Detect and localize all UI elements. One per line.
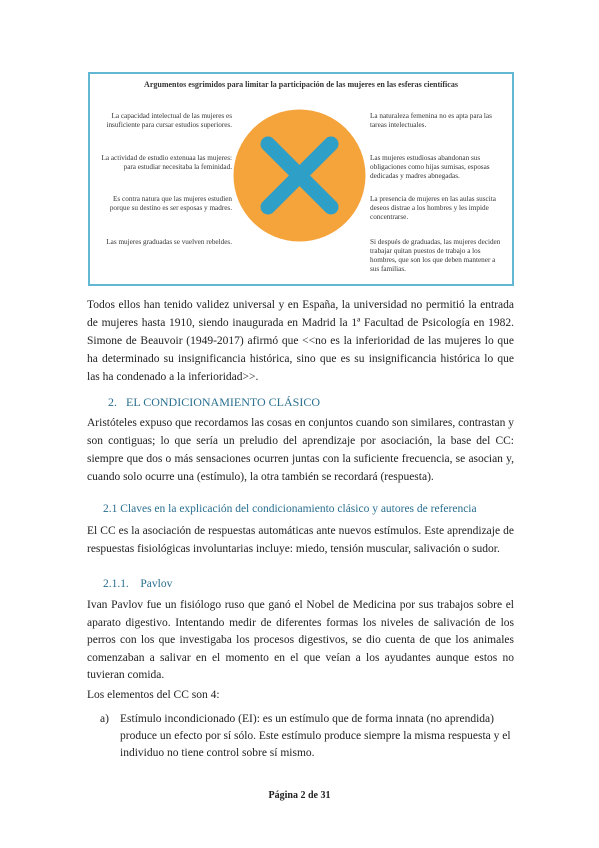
paragraph-aristotle: Aristóteles expuso que recordamos las cosas en conjuntos cuando son similares, contrastan y son contiguas; lo que sería un preludio del aprendizaje por asociación, la base del CC: siempre que dos o más sensaciones ocurren juntas con la suficiente frecuencia, se asocian y, cuando solo ocurre una (estímulo), la otra también se recordará (respuesta).	[87, 417, 514, 483]
section-heading	[108, 395, 320, 410]
figure-left-item: La capacidad intelectual de las mujeres es insuficiente para cursar estudios superiores.	[106, 112, 232, 129]
figure-right-item: Las mujeres estudiosas abandonan sus obligaciones como hijas sumisas, esposas dedicadas y madres abnegadas.	[370, 154, 490, 180]
figure-right-item: Si después de graduadas, las mujeres deciden trabajar quitan puestos de trabajo a los hombres, que son los que deben mantener a sus familias.	[370, 238, 501, 273]
subsubsection-title: Pavlov	[140, 578, 173, 590]
figure-left-item: Las mujeres graduadas se vuelven rebeldes.	[106, 238, 232, 246]
paragraph-cc-definition: El CC es la asociación de respuestas automáticas ante nuevos estímulos. Este aprendizaje de respuestas fisiológicas involuntarias incluye: miedo, tensión muscular, salivación o sudor.	[87, 525, 514, 555]
cross-circle-icon	[232, 108, 367, 243]
paragraph-history: Todos ellos han tenido validez universal y en España, la universidad no permitió la entrada de mujeres hasta 1910, siendo inaugurada en Madrid la 1ª Facultad de Psicología en 1982. Simone de Beauvoir (1949-2017) afirmó que <<no es la inferioridad de las mujeres lo que ha determinado su insignificancia histórica, sino que es su insignificancia histórica lo que las ha condenado a la inferioridad>>.	[87, 299, 514, 383]
list-marker: a)	[100, 713, 109, 725]
subsubsection-heading	[103, 578, 172, 590]
figure-left-item: La actividad de estudio extenuaa las mujeres: para estudiar necesitaba la feminidad.	[101, 154, 232, 171]
subsection-heading: 2.1 Claves en la explicación del condicionamiento clásico y autores de referencia	[103, 503, 477, 515]
figure-left-item: Es contra natura que las mujeres estudien porque su destino es ser esposas y madres.	[109, 195, 232, 212]
paragraph-pavlov: Ivan Pavlov fue un fisiólogo ruso que ganó el Nobel de Medicina por sus trabajos sobre el aparato digestivo. Intentando medir de diferentes formas los niveles de salivación de los perros con los que investigaba los procesos digestivos, se dio cuenta de que los animales comenzaban a salivar en el momento en el que veían a los ayudantes aunque estos no tuvieran comida.	[87, 599, 514, 681]
list-item-text: Estímulo incondicionado (EI): es un estímulo que de forma innata (no aprendida) produce un efecto por sí sólo. Este estímulo produce siempre la misma respuesta y el individuo no tiene control sobre sí mismo.	[120, 713, 511, 759]
subsubsection-number: 2.1.1.	[103, 578, 129, 590]
figure-title: Argumentos esgrimidos para limitar la participación de las mujeres en las esferas científicas	[144, 80, 458, 89]
section-title: EL CONDICIONAMIENTO CLÁSICO	[126, 395, 320, 409]
infographic-figure	[88, 72, 514, 286]
page-footer: Página 2 de 31	[268, 790, 331, 801]
figure-right-item: La presencia de mujeres en las aulas suscita deseos distrae a los hombres y les impide concentrarse.	[370, 195, 496, 221]
section-number: 2.	[108, 395, 117, 409]
list-item	[100, 711, 514, 762]
paragraph-elements: Los elementos del CC son 4:	[87, 689, 220, 701]
figure-right-item: La naturaleza femenina no es apta para las tareas intelectuales.	[370, 112, 492, 129]
